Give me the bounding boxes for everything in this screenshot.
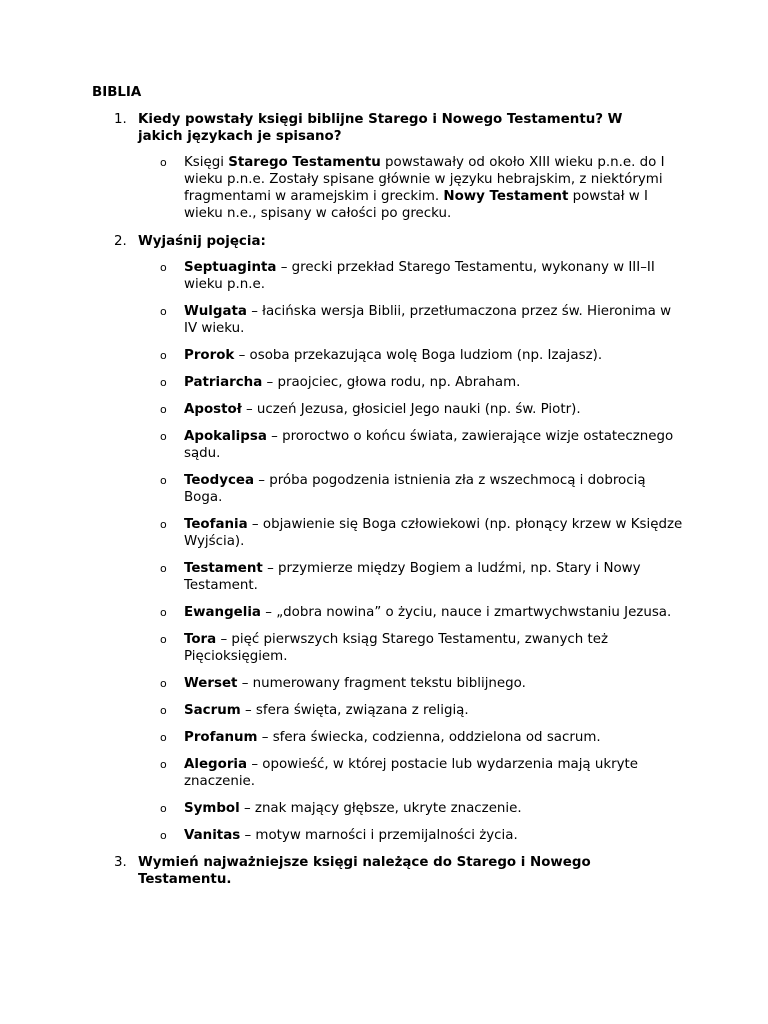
term-name: Apostoł — [184, 402, 242, 417]
answer-part: powstał w I wieku n.e., spisany w całości po grecku. — [184, 189, 648, 221]
term-definition: – uczeń Jezusa, głosiciel Jego nauki (np. św. Piotr). — [241, 402, 581, 417]
list-item-term — [92, 800, 684, 817]
bullet-icon: o — [160, 156, 167, 169]
list-item-term — [92, 303, 684, 337]
question-number: 1. — [114, 112, 127, 127]
bullet-icon: o — [160, 376, 167, 389]
bullet-icon: o — [160, 474, 167, 487]
bullet-icon: o — [160, 677, 167, 690]
answer-bold: Starego Testamentu — [228, 155, 381, 170]
bullet-icon: o — [160, 349, 167, 362]
term-name: Werset — [184, 676, 238, 691]
term-name: Teodycea — [184, 473, 255, 488]
term-name: Teofania — [184, 517, 248, 532]
term-name: Testament — [184, 561, 263, 576]
term-name: Septuaginta — [184, 260, 277, 275]
term-name: Sacrum — [184, 703, 241, 718]
list-item-term — [92, 516, 684, 550]
list-item-term — [92, 401, 684, 418]
term-name: Vanitas — [184, 828, 241, 843]
list-item-term — [92, 374, 684, 391]
term-name: Symbol — [184, 801, 240, 816]
question-3 — [92, 854, 692, 888]
term-definition: – przymierze między Bogiem a ludźmi, np. Stary i Nowy Testament. — [184, 561, 641, 593]
list-item-answer-1 — [92, 154, 684, 222]
term-definition: – proroctwo o końcu świata, zawierające wizje ostatecznego sądu. — [184, 429, 674, 461]
list-item-term — [92, 428, 684, 462]
bullet-icon: o — [160, 802, 167, 815]
list-item-term — [92, 702, 684, 719]
term-name: Apokalipsa — [184, 429, 267, 444]
bullet-icon: o — [160, 305, 167, 318]
question-text: Kiedy powstały księgi biblijne Starego i Nowego Testamentu? W jakich językach je spisano? — [138, 112, 623, 144]
term-definition: – sfera świecka, codzienna, oddzielona od sacrum. — [257, 730, 601, 745]
bullet-icon: o — [160, 704, 167, 717]
bullet-icon: o — [160, 403, 167, 416]
bullet-icon: o — [160, 430, 167, 443]
answer-part: powstawały od około XIII wieku p.n.e. do I wieku p.n.e. Zostały spisane głównie w języku hebrajskim, z niektórymi fragmentami w aramejskim i greckim. — [184, 155, 665, 204]
answer-text — [184, 155, 665, 221]
term-definition: – motyw marności i przemijalności życia. — [240, 828, 518, 843]
term-name: Profanum — [184, 730, 258, 745]
list-item-term — [92, 631, 684, 665]
term-definition: – sfera święta, związana z religią. — [240, 703, 469, 718]
term-definition: – pięć pierwszych ksiąg Starego Testamentu, zwanych też Pięcioksięgiem. — [184, 632, 609, 664]
bullet-icon: o — [160, 731, 167, 744]
term-definition: – opowieść, w której postacie lub wydarzenia mają ukryte znaczenie. — [184, 757, 639, 789]
term-name: Tora — [184, 632, 217, 647]
term-name: Prorok — [184, 348, 235, 363]
answer-list — [92, 154, 692, 222]
list-item-term — [92, 472, 684, 506]
list-item-term — [92, 756, 684, 790]
list-item-term — [92, 604, 684, 621]
list-item-term — [92, 827, 684, 844]
bullet-icon: o — [160, 829, 167, 842]
question-text: Wymień najważniejsze księgi należące do Starego i Nowego Testamentu. — [138, 855, 591, 887]
bullet-icon: o — [160, 562, 167, 575]
list-item-term — [92, 729, 684, 746]
list-item-term — [92, 347, 684, 364]
bullet-icon: o — [160, 606, 167, 619]
term-definition: – osoba przekazująca wolę Boga ludziom (np. Izajasz). — [234, 348, 603, 363]
list-item-term — [92, 560, 684, 594]
answer-part: Księgi — [184, 155, 229, 170]
term-definition: – numerowany fragment tekstu biblijnego. — [237, 676, 526, 691]
terms-list — [92, 259, 692, 844]
list-item-term — [92, 675, 684, 692]
question-2 — [92, 233, 692, 250]
bullet-icon: o — [160, 758, 167, 771]
question-number: 3. — [114, 855, 127, 870]
bullet-icon: o — [160, 633, 167, 646]
question-1 — [92, 111, 692, 145]
term-definition: – praojciec, głowa rodu, np. Abraham. — [262, 375, 521, 390]
term-name: Wulgata — [184, 304, 247, 319]
question-text: Wyjaśnij pojęcia: — [138, 234, 266, 249]
term-name: Alegoria — [184, 757, 248, 772]
bullet-icon: o — [160, 261, 167, 274]
term-definition: – objawienie się Boga człowiekowi (np. płonący krzew w Księdze Wyjścia). — [184, 517, 683, 549]
term-definition: – „dobra nowina” o życiu, nauce i zmartwychwstaniu Jezusa. — [260, 605, 672, 620]
term-definition: – próba pogodzenia istnienia zła z wszechmocą i dobrocią Boga. — [184, 473, 646, 505]
term-name: Patriarcha — [184, 375, 263, 390]
answer-bold: Nowy Testament — [443, 189, 569, 204]
term-definition: – łacińska wersja Biblii, przetłumaczona przez św. Hieronima w IV wieku. — [184, 304, 672, 336]
bullet-icon: o — [160, 518, 167, 531]
question-number: 2. — [114, 234, 127, 249]
term-name: Ewangelia — [184, 605, 261, 620]
term-definition: – grecki przekład Starego Testamentu, wykonany w III–II wieku p.n.e. — [184, 260, 655, 292]
term-definition: – znak mający głębsze, ukryte znaczenie. — [239, 801, 522, 816]
document-title: BIBLIA — [92, 85, 142, 100]
list-item-term — [92, 259, 684, 293]
document-page — [92, 84, 692, 888]
